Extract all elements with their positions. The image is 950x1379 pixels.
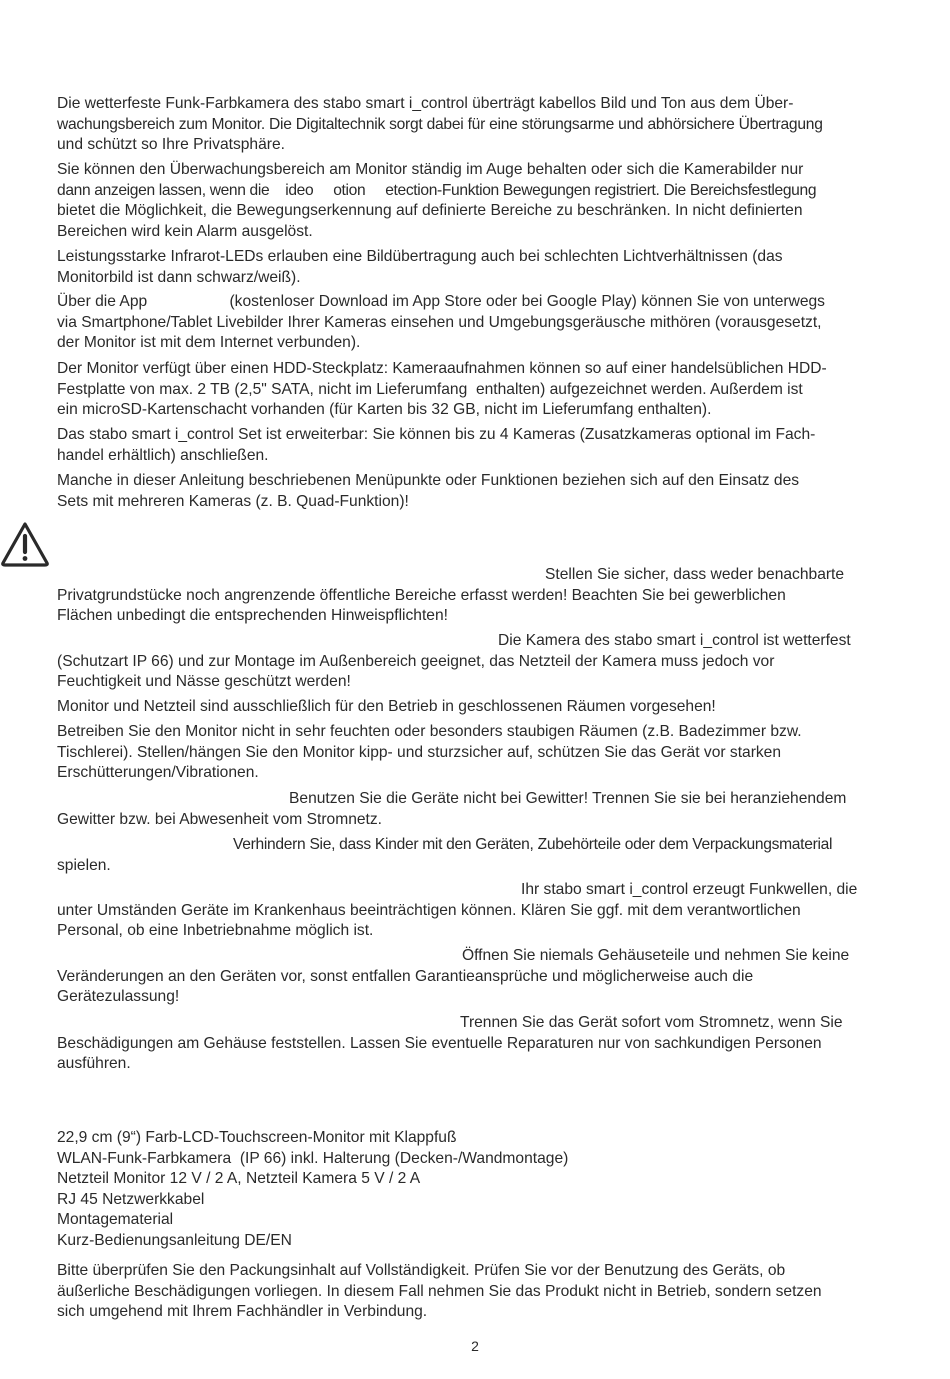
text-line: Monitorbild ist dann schwarz/weiß). — [57, 268, 301, 286]
text-line: Feuchtigkeit und Nässe geschützt werden! — [57, 673, 351, 691]
text-line: Gerätezulassung! — [57, 988, 180, 1006]
text-line: Bitte überprüfen Sie den Packungsinhalt auf Vollständigkeit. Prüfen Sie vor der Benutzung des Geräts, ob — [57, 1262, 786, 1279]
text-line: Personal, ob eine Inbetriebnahme möglich ist. — [57, 922, 374, 940]
text-line: Verhindern Sie, dass Kinder mit den Geräten, Zubehörteile oder dem Verpackungsmaterial — [233, 836, 833, 853]
text-line: wachungsbereich zum Monitor. Die Digitaltechnik sorgt dabei für eine störungsarme und abhörsichere Übertragung — [57, 115, 823, 133]
intro-paragraph-1 — [57, 94, 907, 156]
intro-paragraph-6 — [57, 425, 907, 466]
text-line: Der Monitor verfügt über einen HDD-Steckplatz: Kameraaufnahmen können so auf einer handelsüblichen HDD- — [57, 360, 827, 377]
text-line: Trennen Sie das Gerät sofort vom Stromnetz, wenn Sie — [460, 1014, 843, 1031]
safety-note-damage — [57, 1013, 907, 1075]
text-line: Tischlerei). Stellen/hängen Sie den Monitor kipp- und sturzsicher auf, schützen Sie das Gerät vor starken — [57, 743, 782, 761]
safety-note-privacy — [57, 565, 907, 627]
text-line: (Schutzart IP 66) und zur Montage im Außenbereich geeignet, das Netzteil der Kamera muss jedoch vor — [57, 652, 775, 670]
text-line: Das stabo smart i_control Set ist erweiterbar: Sie können bis zu 4 Kameras (Zusatzkameras optional im Fach- — [57, 426, 816, 443]
safety-note-children — [57, 835, 907, 876]
text-line: Festplatte von max. 2 TB (2,5" SATA, nicht im Lieferumfang enthalten) aufgezeichnet werden. Außerdem ist — [57, 380, 803, 398]
text-line: Leistungsstarke Infrarot-LEDs erlauben eine Bildübertragung auch bei schlechten Lichtverhältnissen (das — [57, 248, 783, 265]
text-line: äußerliche Beschädigungen vorliegen. In diesem Fall nehmen Sie das Produkt nicht in Betrieb, sondern setzen — [57, 1282, 822, 1300]
intro-paragraph-4 — [57, 292, 907, 354]
list-item: WLAN-Funk-Farbkamera (IP 66) inkl. Halterung (Decken-/Wandmontage) — [57, 1149, 569, 1167]
text-line: sich umgehend mit Ihrem Fachhändler in Verbindung. — [57, 1303, 428, 1321]
text-line: Manche in dieser Anleitung beschriebenen Menüpunkte oder Funktionen beziehen sich auf den Einsatz des — [57, 472, 800, 489]
text-line: ausführen. — [57, 1055, 131, 1073]
text-line: unter Umständen Geräte im Krankenhaus beeinträchtigen können. Klären Sie ggf. mit dem verantwortlichen — [57, 901, 801, 919]
text-line: der Monitor ist mit dem Internet verbunden). — [57, 334, 361, 352]
text-line: Sie können den Überwachungsbereich am Monitor ständig im Auge behalten oder sich die Kamerabilder nur — [57, 161, 804, 178]
list-item: Kurz-Bedienungsanleitung DE/EN — [57, 1231, 292, 1249]
package-contents-list — [57, 1128, 907, 1252]
safety-note-indoor — [57, 697, 907, 718]
text-line: Ihr stabo smart i_control erzeugt Funkwellen, die — [521, 881, 858, 898]
text-line: Die wetterfeste Funk-Farbkamera des stabo smart i_control überträgt kabellos Bild und Ton aus dem Über- — [57, 95, 794, 112]
text-line: handel erhältlich) anschließen. — [57, 446, 269, 464]
intro-paragraph-2 — [57, 160, 907, 242]
list-item: RJ 45 Netzwerkkabel — [57, 1190, 205, 1208]
text-line: Beschädigungen am Gehäuse feststellen. Lassen Sie eventuelle Reparaturen nur von sachkundigen Personen — [57, 1034, 822, 1052]
text-line: Benutzen Sie die Geräte nicht bei Gewitter! Trennen Sie sie bei heranziehendem — [289, 790, 847, 807]
text-line: Veränderungen an den Geräten vor, sonst entfallen Garantieansprüche und möglicherweise auch die — [57, 967, 754, 985]
safety-note-radio-waves — [57, 880, 907, 942]
text-line: ein microSD-Kartenschacht vorhanden (für Karten bis 32 GB, nicht im Lieferumfang enthalten). — [57, 401, 712, 419]
list-item: Montagematerial — [57, 1211, 174, 1229]
text-line: bietet die Möglichkeit, die Bewegungserkennung auf definierte Bereiche zu beschränken. In nicht definierten — [57, 202, 803, 220]
intro-paragraph-3 — [57, 247, 907, 288]
warning-triangle-icon — [0, 521, 50, 567]
text-line: und schützt so Ihre Privatsphäre. — [57, 136, 285, 154]
list-item: Netzteil Monitor 12 V / 2 A, Netzteil Kamera 5 V / 2 A — [57, 1170, 421, 1188]
text-line: Über die App (kostenloser Download im App Store oder bei Google Play) können Sie von unterwegs — [57, 293, 825, 310]
text-line: Stellen Sie sicher, dass weder benachbarte — [545, 566, 845, 583]
text-line: Sets mit mehreren Kameras (z. B. Quad-Funktion)! — [57, 492, 409, 510]
text-line: Betreiben Sie den Monitor nicht in sehr feuchten oder besonders staubigen Räumen (z.B. Badezimmer bzw. — [57, 723, 802, 740]
text-line: spielen. — [57, 856, 111, 874]
intro-paragraph-7 — [57, 471, 907, 512]
intro-paragraph-5 — [57, 359, 907, 421]
text-line: dann anzeigen lassen, wenn die ideo otion etection-Funktion Bewegungen registriert. Die Bereichsfestlegung — [57, 181, 817, 199]
text-line: Bereichen wird kein Alarm ausgelöst. — [57, 222, 313, 240]
package-check-note — [57, 1261, 907, 1323]
text-line: Öffnen Sie niemals Gehäuseteile und nehmen Sie keine — [462, 947, 850, 964]
text-line: Monitor und Netzteil sind ausschließlich für den Betrieb in geschlossenen Räumen vorgesehen! — [57, 698, 716, 715]
list-item: 22,9 cm (9“) Farb-LCD-Touchscreen-Monitor mit Klappfuß — [57, 1129, 457, 1146]
text-line: via Smartphone/Tablet Livebilder Ihrer Kameras einsehen und Umgebungsgeräusche mithören (vorausgesetzt, — [57, 313, 822, 331]
safety-note-thunderstorm — [57, 789, 907, 830]
text-line: Flächen unbedingt die entsprechenden Hinweispflichten! — [57, 607, 448, 625]
safety-note-humidity — [57, 722, 907, 784]
page-number: 2 — [471, 1338, 479, 1354]
text-line: Die Kamera des stabo smart i_control ist wetterfest — [498, 632, 851, 649]
text-line: Privatgrundstücke noch angrenzende öffentliche Bereiche erfasst werden! Beachten Sie bei gewerblichen — [57, 586, 786, 604]
safety-note-housing — [57, 946, 907, 1008]
text-line: Erschütterungen/Vibrationen. — [57, 764, 259, 782]
text-line: Gewitter bzw. bei Abwesenheit vom Stromnetz. — [57, 810, 383, 828]
safety-note-weatherproof — [57, 631, 907, 693]
